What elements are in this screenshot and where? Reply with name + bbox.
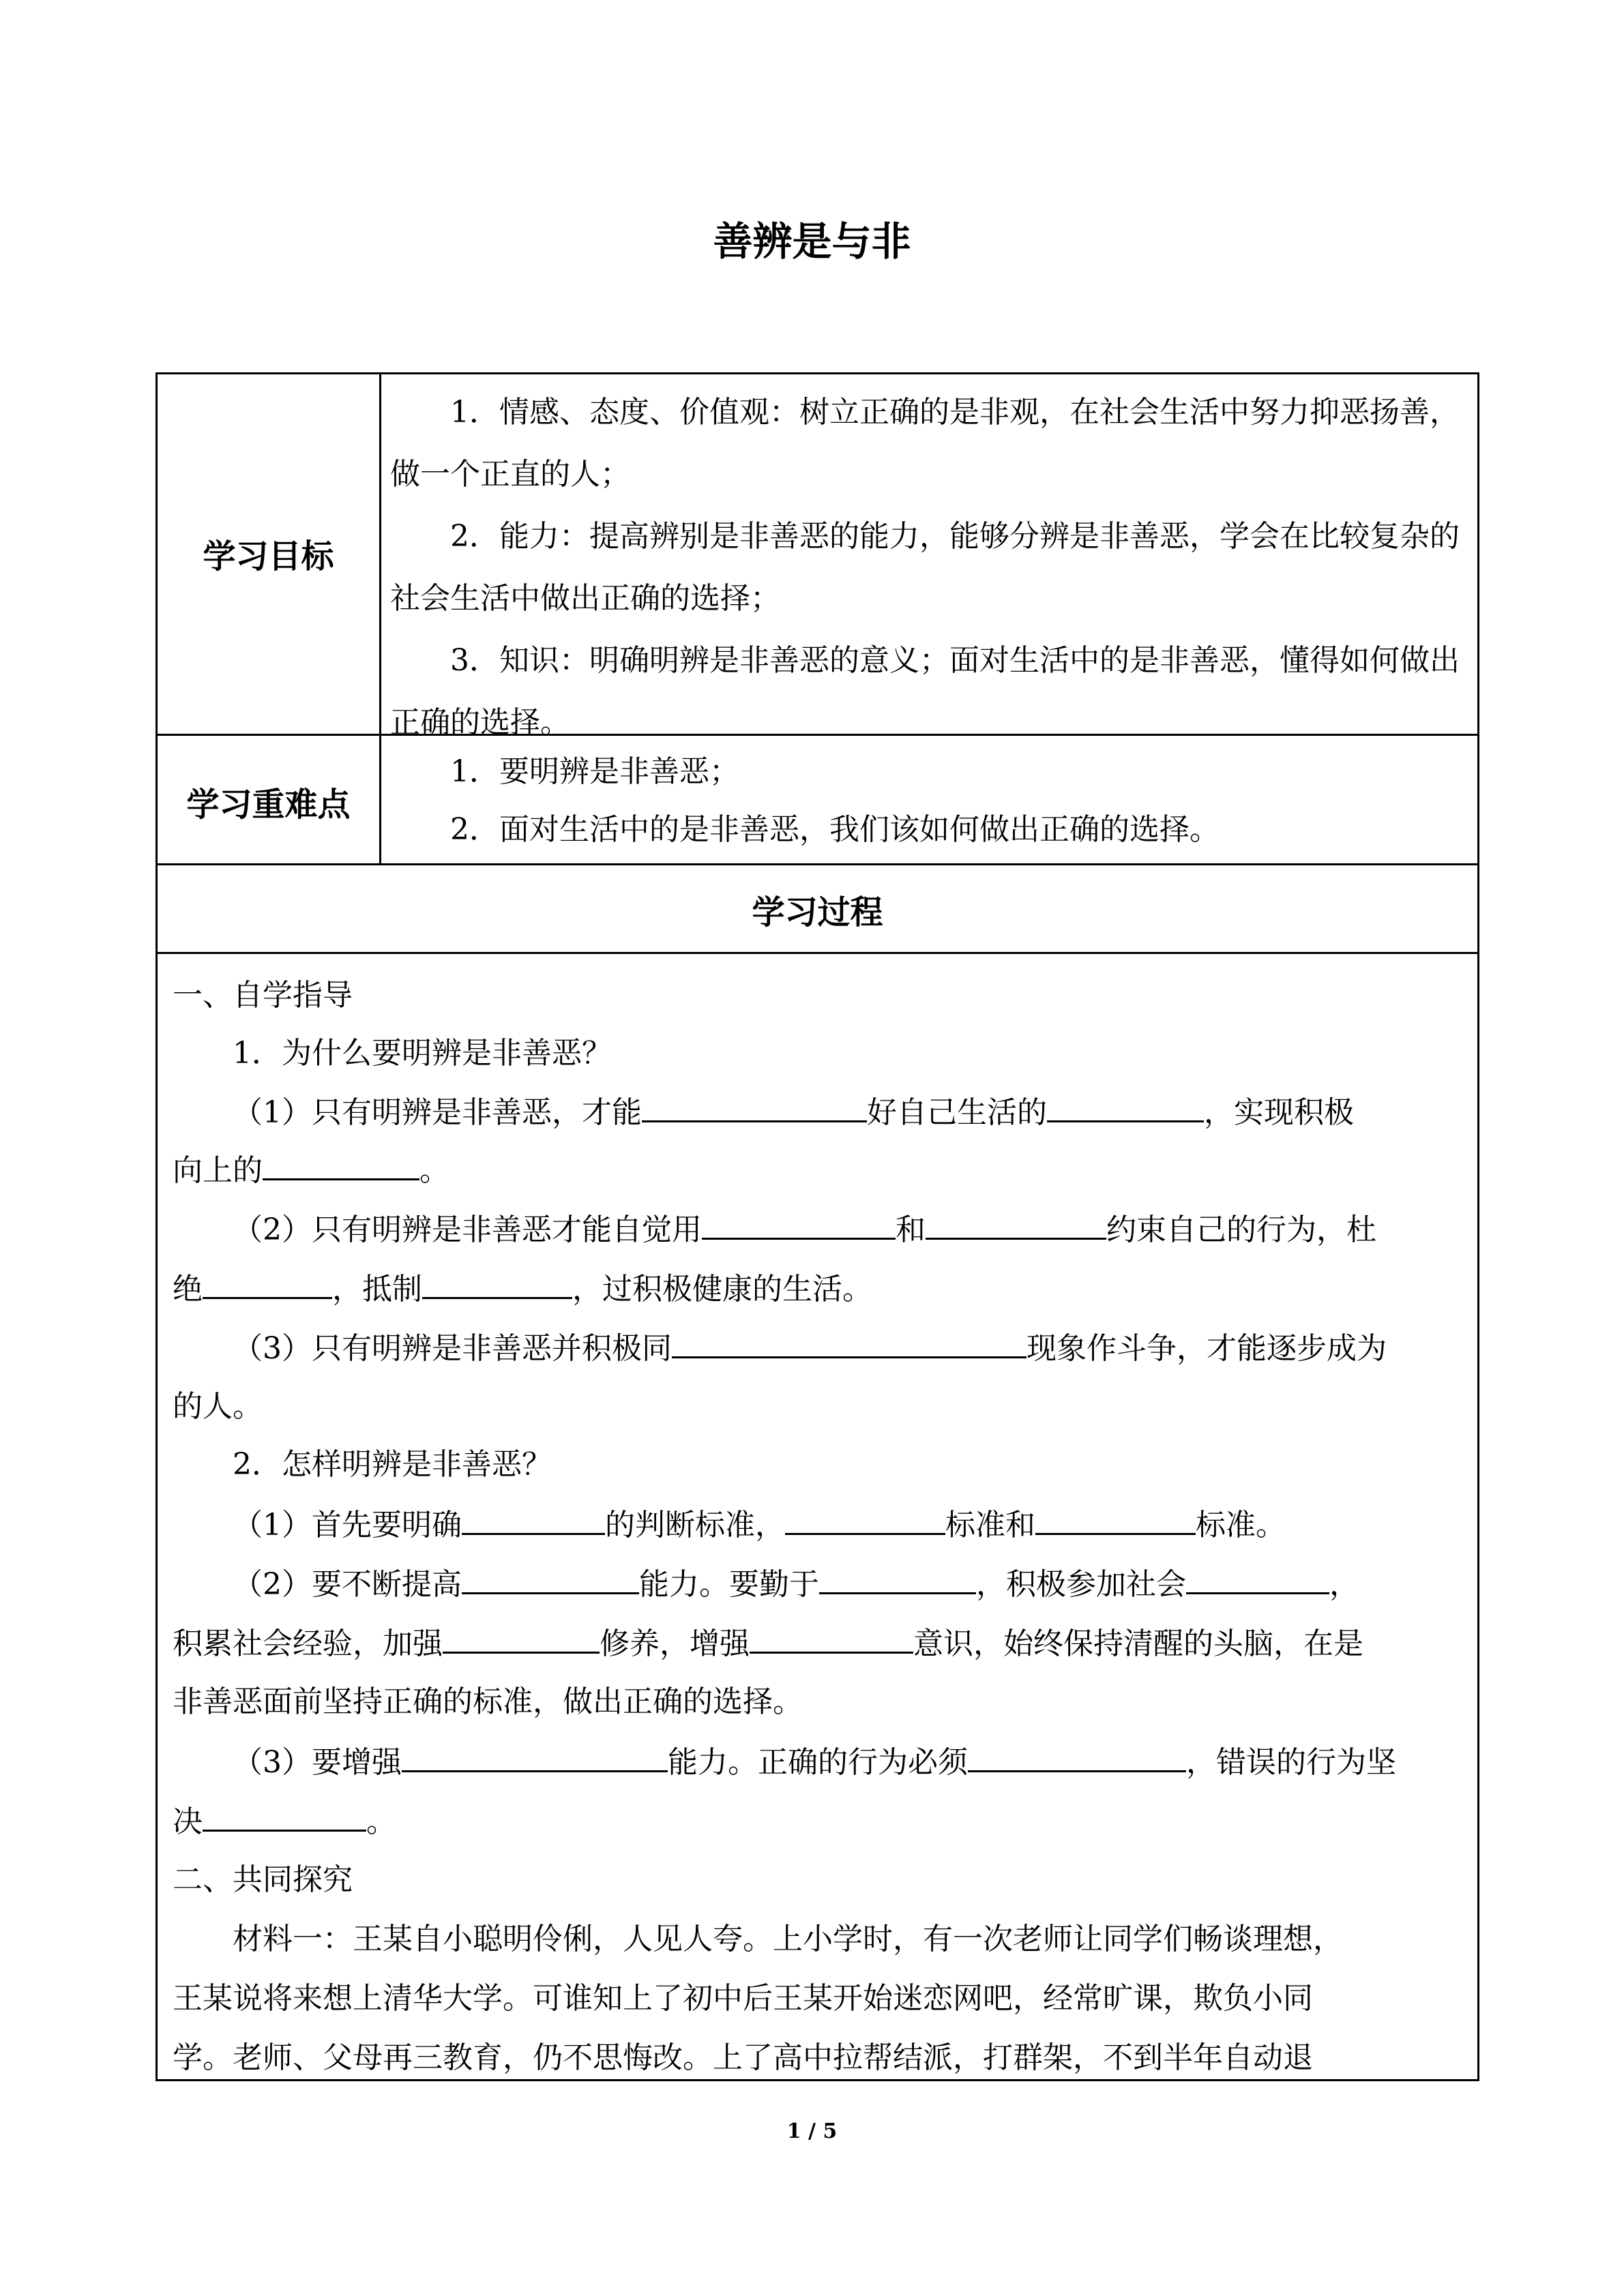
answer-blank[interactable] xyxy=(1047,1094,1204,1122)
section-heading: 二、共同探究 xyxy=(173,1862,353,1897)
fill-line: 积累社会经验，加强 修养，增强 意识，始终保持清醒的头脑，在是 xyxy=(173,1626,1363,1661)
material-text: 王某说将来想上清华大学。可谁知上了初中后王某开始迷恋网吧，经常旷课，欺负小同 xyxy=(173,1981,1313,2016)
answer-blank[interactable] xyxy=(1035,1507,1196,1535)
answer-blank[interactable] xyxy=(443,1626,600,1654)
answer-blank[interactable] xyxy=(402,1744,668,1772)
goal-item: 3．知识：明确明辨是非善恶的意义；面对生活中的是非善恶，懂得如何做出正确的选择。 xyxy=(390,643,1460,740)
fill-line: （2）要不断提高 能力。要勤于 ，积极参加社会 ， xyxy=(233,1567,1359,1602)
answer-blank[interactable] xyxy=(642,1094,867,1122)
document-title: 善辨是与非 xyxy=(713,218,911,265)
answer-blank[interactable] xyxy=(926,1212,1106,1240)
answer-blank[interactable] xyxy=(750,1626,913,1654)
goal-item: 1．情感、态度、价值观：树立正确的是非观，在社会生活中努力抑恶扬善，做一个正直的人； xyxy=(390,395,1460,492)
answer-blank[interactable] xyxy=(203,1804,366,1832)
fill-line: 绝 ，抵制 ，过积极健康的生活。 xyxy=(173,1272,872,1307)
page-number: 1 / 5 xyxy=(786,2119,838,2143)
keypoint-item: 2．面对生活中的是非善恶，我们该如何做出正确的选择。 xyxy=(450,812,1220,847)
answer-blank[interactable] xyxy=(1186,1566,1329,1594)
fill-line: （3）只有明辨是非善恶并积极同 现象作斗争，才能逐步成为 xyxy=(233,1331,1387,1366)
section-heading: 一、自学指导 xyxy=(173,978,353,1013)
fill-line: 的人。 xyxy=(173,1389,263,1424)
keypoints-label: 学习重难点 xyxy=(186,786,351,824)
keypoint-item: 1．要明辨是非善恶； xyxy=(450,754,739,789)
answer-blank[interactable] xyxy=(462,1507,605,1535)
material-text: 材料一：王某自小聪明伶俐，人见人夸。上小学时，有一次老师让同学们畅谈理想， xyxy=(233,1922,1343,1956)
process-header: 学习过程 xyxy=(752,893,883,931)
answer-blank[interactable] xyxy=(968,1744,1186,1772)
keypoints-content xyxy=(390,743,1468,859)
goals-label: 学习目标 xyxy=(203,537,334,576)
fill-line: （1）只有明辨是非善恶，才能 好自己生活的 ，实现积极 xyxy=(233,1095,1354,1130)
question-heading: 1．为什么要明辨是非善恶？ xyxy=(233,1036,612,1071)
answer-blank[interactable] xyxy=(422,1271,572,1299)
fill-line: （2）只有明辨是非善恶才能自觉用 和 约束自己的行为，杜 xyxy=(233,1212,1376,1247)
fill-line: （1）首先要明确 的判断标准， 标准和 标准。 xyxy=(233,1508,1286,1542)
goal-item: 2．能力：提高辨别是非善恶的能力，能够分辨是非善恶，学会在比较复杂的社会生活中做出正确的选择； xyxy=(390,519,1460,616)
goals-content xyxy=(390,381,1468,754)
answer-blank[interactable] xyxy=(462,1566,639,1594)
fill-line: （3）要增强 能力。正确的行为必须 ，错误的行为坚 xyxy=(233,1745,1396,1780)
answer-blank[interactable] xyxy=(785,1507,945,1535)
row-divider-process-header xyxy=(158,952,1477,954)
column-divider xyxy=(379,374,381,863)
material-text: 学。老师、父母再三教育，仍不思悔改。上了高中拉帮结派，打群架，不到半年自动退 xyxy=(173,2040,1313,2075)
fill-line: 向上的 。 xyxy=(173,1153,449,1188)
learning-plan-table xyxy=(156,372,1479,2081)
answer-blank[interactable] xyxy=(672,1330,1027,1358)
fill-line: 决 。 xyxy=(173,1804,396,1839)
row-divider-keypoints xyxy=(158,863,1477,865)
question-heading: 2．怎样明辨是非善恶？ xyxy=(233,1447,552,1482)
answer-blank[interactable] xyxy=(819,1566,976,1594)
answer-blank[interactable] xyxy=(263,1152,419,1180)
fill-line: 非善恶面前坚持正确的标准，做出正确的选择。 xyxy=(173,1684,803,1719)
answer-blank[interactable] xyxy=(702,1212,896,1240)
answer-blank[interactable] xyxy=(203,1271,332,1299)
